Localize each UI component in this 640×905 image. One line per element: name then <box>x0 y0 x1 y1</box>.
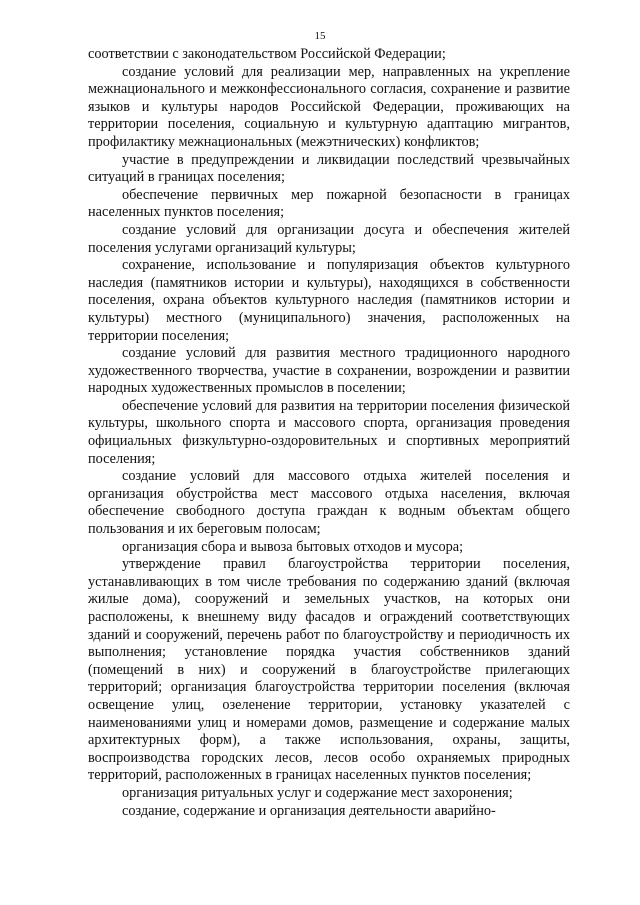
paragraph-leisure-culture: создание условий для организации досуга и обеспечения жителей поселения услугами организаций культуры; <box>88 221 570 256</box>
paragraph-folk-art: создание условий для развития местного традиционного народного художественного творчества, участие в сохранении, возрождении и развитии народных художественных промыслов в поселении; <box>88 345 570 397</box>
paragraph-waste-collection: организация сбора и вывоза бытовых отходов и мусора; <box>122 538 464 555</box>
paragraph-rescue-services: создание, содержание и организация деятельности аварийно- <box>122 802 496 819</box>
document-body <box>88 46 570 820</box>
paragraph-physical-culture: обеспечение условий для развития на территории поселения физической культуры, школьного спорта и массового спорта, организация проведения официальных физкультурно-оздоровительных и спортивных мероприятий поселения; <box>88 397 570 467</box>
paragraph-improvement-rules: утверждение правил благоустройства территории поселения, устанавливающих в том числе требования по содержанию зданий (включая жилые дома), сооружений и земельных участков, на которых они расположены, к внешнему виду фасадов и ограждений соответствующих зданий и сооружений, перечень работ по благоустройству и периодичность их выполнения; установление порядка участия собственников зданий (помещений в них) и сооружений в благоустройстве прилегающих территорий; организация благоустройства территории поселения (включая освещение улиц, озеленение территории, установку указателей с наименованиями улиц и номерами домов, размещение и содержание малых архитектурных форм), а также использования, охраны, защиты, воспроизводства городских лесов, лесов особо охраняемых природных территорий, расположенных в границах населенных пунктов поселения; <box>88 556 570 784</box>
paragraph-ritual-services: организация ритуальных услуг и содержание мест захоронения; <box>122 784 513 801</box>
paragraph-mass-recreation: создание условий для массового отдыха жителей поселения и организация обустройства мест массового отдыха населения, включая обеспечение свободного доступа граждан к водным объектам общего пользования и их береговым полосам; <box>88 468 570 538</box>
paragraph-fire-safety: обеспечение первичных мер пожарной безопасности в границах населенных пунктов поселения; <box>88 186 570 221</box>
page-number: 15 <box>314 30 326 42</box>
paragraph-emergency-situations: участие в предупреждении и ликвидации последствий чрезвычайных ситуаций в границах поселения; <box>88 151 570 186</box>
paragraph-cultural-heritage: сохранение, использование и популяризация объектов культурного наследия (памятников истории и культуры), находящихся в собственности поселения, охрана объектов культурного наследия (памятников истории и культуры) местного (муниципального) значения, расположенных на территории поселения; <box>88 257 570 344</box>
paragraph-interethnic-harmony: создание условий для реализации мер, направленных на укрепление межнационального и межконфессионального согласия, сохранение и развитие языков и культуры народов Российской Федерации, проживающих на территории поселения, социальную и культурную адаптацию мигрантов, профилактику межнациональных (межэтнических) конфликтов; <box>88 63 570 150</box>
paragraph-continuation: соответствии с законодательством Российской Федерации; <box>88 46 446 62</box>
